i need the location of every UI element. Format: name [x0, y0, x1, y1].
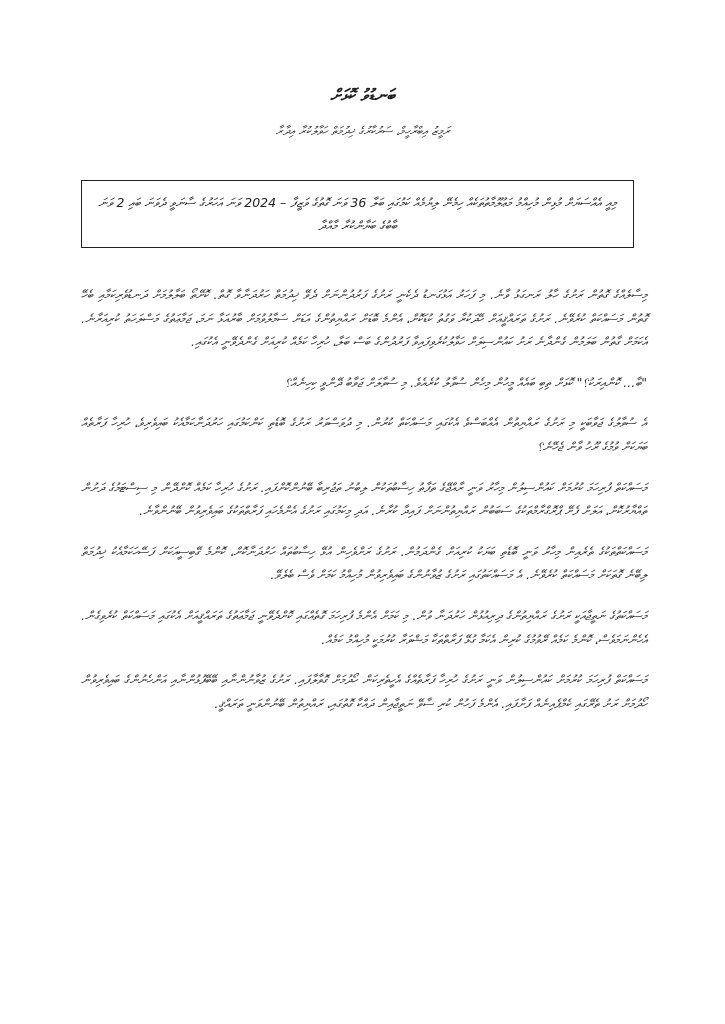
notice-box: [81, 180, 634, 248]
paragraph-1: މިސާލެއްގެ ގޮތުން ރަށުގެ ހާލު ރަނގަޅު ވާނެ. މި ފަހަރު އަޅުގަނޑު ދެކެނީ ރަށުގެ ފަރުދުންނަށް ދެވޭ ޚިދުމަތް ހަރުދަނާވާ ގޮތް. ކޮށޭތޯ ބަލާލުމަށް ދަނޑުވެރިކަމާއި ބެހޭ ގޮތުން މަސައްކަތް ކުރެވޭނެ. ރަށުގެ ތަރައްޤީއަށް ހޭދަކުރާ ވަގުތު ކުޑަކޮށް، އެންމެ ބޮޑަށް ރައްޔިތުންގެ އަޑަށް ސަމާލުވުމަށް ބާރުއަޅާ ނަމަ، ޖަމާޢަތުގެ މަސްލަހަތު ކުރިއަރާނެ. އެކަމަށް ގާތުން ބަލަމުން ގެންދާނެ ރަށު ކައުންސިލަށް ހަވާލުކުރެވިފައިވާ ފަރުދުންގެ ބަސް ބަލާ، ހުރިހާ ކަމެއް ކުރިއަށް ގެންދެވޭނީ އެކުގައި.: [81, 287, 647, 350]
page-subtitle: ރަމީޒު އިބްރާހީމް، ސަރުކާރުގެ ޚިދުމަތް ހަވާލުކުރާ އިދާރާ: [275, 124, 450, 138]
paragraph-7: މަސައްކަތް ފުރިހަމަ ކުރުމަށް ކައުންސިލުން ވަނީ ރަށުގެ ހުރިހާ ފަރާތެއްގެ އެހީތެރިކަން ހޯދުމަށް ގޮވާލާފައި. ރަށުގެ ޒުވާނުންނާއި ބޭބޭފުޅުންނާއި އަންހެނުންގެ ބައިވެރިވުން ހޯދުމަށް ރަށު ތެރޭގައި ކެމްޕެއިނެއް ފަށާފައި. އެންމެ ފަހުން ކުރި ސާވޭ ނަތީޖާއިން ދައްކާ ގޮތުގައި، ރައްޔިތުން ބޭނުންވަނީ ތަރައްޤީ.: [81, 672, 647, 711]
paragraph-4: މަސައްކަތް ފުރިހަމަ ކުރުމަށް ކައުންސިލުން މިހާރު ވަނީ ރާއްޖޭގެ ތަފާތު ހިސާބުތަކުން ލިބުނު ތަޖުރިބާ ބޭނުންކޮށްފައި. ރަށުގެ ހުރިހާ ކަމެއް ކޮށްދޭން މި ސިސްޓަމުގެ ދަށުން ތައްޔާރުކޮށް، އަލަށް ފެށޭ ޕްރޮގްރާމްތަކުގެ ސަބަބުން ރައްޔިތުންނަށް ފައިދާ ކުރާނެ. އަދި މިކަމުގައި ރަށުގެ އެންމެހައި ފަރާތްތަކުގެ ބައިވެރިވުން ބޭނުންވާނެ.: [81, 479, 647, 519]
paragraph-2: "ބާ... ކޮންއިރަކު؟" ކޮޅަށް ތިބި ބައެއް މީހުން މިހެން ސުވާލު ކުރެއެވެ. މި ސުވާލަށް ޖަވާބު ދޭންވީ ކިހިނެއް؟: [284, 374, 647, 390]
paragraph-3: އެ ސުވާލުގެ ޖަވާބަކީ މި ރަށުގެ ރައްޔިތުން އެއްބަސްވެ އެކުގައި މަސައްކަތް ކުރުން. މި ދުވަސްވަރު ރަށުގެ ބޮޑެތި ކަންކަމުގައި ހަރުދަނާކަމާއެކު ބައިވެރިވެ، ހުރިހާ ފަރާތެއް ބަޔަކަށް ވުމުގެ ރޫހު ވާން ޖެހޭނެ؟: [81, 415, 647, 454]
paragraph-5: މަސައްކަތްތަކުގެ ތެރެއިން މިހާރު ވަނީ ބޮޑެތި ބަޔަކު ކުރިއަށް ގެންދަމުން. ރަށުގެ ރަށްވެހިން އުޅޭ ހިސާބުތައް ހަރުދަނާކޮށް، ކޮންމެ ގޭބިސީއަކަށް ފަސޭހަކަމާއެކު ޚިދުމަތް ލިބޭނެ ގޮތަކަށް މަސައްކަތް ކުރެވޭނެ. އެ މަސައްކަތުގައި ރަށުގެ ޒުވާނުންގެ ބައިވެރިވުން މުހިއްމު ކަމަށް ވެސް ބެލެވޭ.: [81, 543, 647, 583]
page-title: ބަނޑުވު ކޮޅަށް: [330, 86, 395, 106]
body-text: [81, 283, 647, 732]
notice-text: މިއީ އެއްސަޔަށް މުޅިން މުހިއްމު މަޢުލޫމާތުތަކެއް ހިމެނޭ ލިޔުމެއް ކަމުގައި ބަލާ 36 ވަނަ ގޮތުގެ ވަޒީފާ – 2024 ވަނަ އަހަރުގެ ސާނަވީ ދެވަނަ ބައި 2 ވަނަ ބާބުގެ ބަޔާންކުރާ މާއްދާ: [98, 195, 617, 233]
paragraph-6: މަސައްކަތުގެ ނަތީޖާއަކީ ރަށުގެ ރައްޔިތުންގެ ދިރިއުޅުން ހަރުދަނާ ވުން. މި ކަމަށް އެންމެ ފުރިހަމަ ގޮތެއްގައި ކޮށްދެވޭނީ ޖަމާޢަތުގެ ތަރައްޤީއަށް އެކުގައި މަސައްކަތް ކުރެވިގެން. އެހެންނަމަވެސް، ކޮންމެ ކަމެއް ރޭވުމުގެ ކުރިން އެކަމާ ގުޅޭ ފަރާތްތަކާ މަޝްވަރާ ކުރުމަކީ މުހިއްމު ކަމެއް.: [81, 607, 647, 647]
